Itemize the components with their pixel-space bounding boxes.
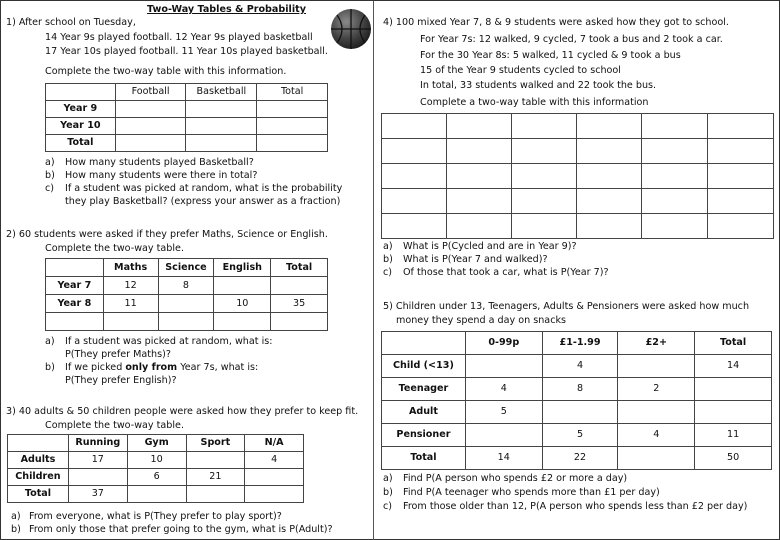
question-text: Of those that took a car, what is P(Year 7)? [403, 267, 609, 278]
q2-questions [45, 336, 272, 388]
table-row [382, 139, 774, 164]
question-item [11, 524, 333, 537]
table-cell[interactable] [618, 401, 695, 424]
row-header: Total [382, 447, 466, 470]
table-cell[interactable]: 4 [618, 424, 695, 447]
question-emphasis: only from [125, 362, 178, 373]
table-cell[interactable] [257, 118, 328, 135]
table-cell[interactable] [708, 114, 774, 139]
table-cell[interactable]: 10 [127, 452, 186, 469]
question-text: From everyone, what is P(They prefer to play sport)? [29, 511, 282, 522]
q2-table [45, 258, 328, 331]
table-cell[interactable]: 8 [542, 378, 618, 401]
row-header: Children [8, 469, 69, 486]
table-header-cell: English [214, 259, 271, 277]
table-cell[interactable] [577, 114, 642, 139]
table-cell[interactable] [158, 295, 214, 313]
q3-questions [11, 511, 333, 537]
table-cell[interactable] [511, 114, 577, 139]
table-cell[interactable] [446, 139, 511, 164]
question-text: If we picked [65, 362, 126, 373]
q1-table [45, 83, 328, 152]
table-header-cell [46, 259, 104, 277]
table-header-cell: Gym [127, 435, 186, 452]
q3-intro: 3) 40 adults & 50 children people were asked how they prefer to keep fit. [6, 406, 359, 417]
table-cell[interactable] [186, 452, 245, 469]
q3-instruction: Complete the two-way table. [45, 420, 184, 431]
table-cell[interactable] [642, 139, 708, 164]
table-cell[interactable]: 22 [542, 447, 618, 470]
table-cell[interactable] [446, 164, 511, 189]
table-cell[interactable] [642, 189, 708, 214]
q4-instruction: Complete a two-way table with this information [420, 97, 649, 108]
q2-intro: 2) 60 students were asked if they prefer Maths, Science or English. [6, 229, 328, 240]
q5-table [381, 331, 772, 470]
q1-line: 14 Year 9s played football. 12 Year 9s played basketball [45, 32, 313, 43]
question-text: P(They prefer Maths)? [65, 349, 171, 360]
table-cell[interactable] [577, 214, 642, 239]
question-label: b) [45, 362, 55, 373]
question-text: What is P(Year 7 and walked)? [403, 254, 548, 265]
table-header-cell [8, 435, 69, 452]
table-row [382, 401, 772, 424]
row-header: Adult [382, 401, 466, 424]
table-header-cell: Basketball [186, 84, 257, 101]
table-cell[interactable] [465, 355, 542, 378]
table-row [8, 469, 304, 486]
table-cell[interactable] [271, 277, 328, 295]
table-cell[interactable] [257, 101, 328, 118]
table-header-cell: 0-99p [465, 332, 542, 355]
q4-intro: 4) 100 mixed Year 7, 8 & 9 students were asked how they got to school. [383, 17, 729, 28]
table-header-cell: Total [257, 84, 328, 101]
table-row [46, 101, 328, 118]
question-text: Year 7s, what is: [177, 362, 259, 373]
table-row [382, 355, 772, 378]
table-header-cell: Football [115, 84, 186, 101]
question-item [11, 511, 333, 524]
table-cell[interactable] [577, 139, 642, 164]
table-row [8, 486, 304, 503]
question-text: If a student was picked at random, what is the probability [65, 183, 343, 194]
q1-line: 17 Year 10s played football. 11 Year 10s played basketball. [45, 46, 328, 57]
table-cell[interactable]: 14 [695, 355, 772, 378]
table-cell[interactable] [186, 101, 257, 118]
question-label: b) [383, 487, 393, 498]
question-item [383, 254, 609, 267]
table-cell[interactable] [511, 164, 577, 189]
q1-questions [45, 157, 342, 209]
table-cell[interactable]: 8 [158, 277, 214, 295]
question-label: a) [45, 336, 55, 347]
table-cell[interactable] [708, 139, 774, 164]
table-cell[interactable]: 6 [127, 469, 186, 486]
question-text: If a student was picked at random, what is: [65, 336, 273, 347]
table-row [382, 164, 774, 189]
table-cell[interactable] [695, 401, 772, 424]
table-cell[interactable]: 12 [103, 277, 158, 295]
table-cell[interactable]: 4 [465, 378, 542, 401]
q4-questions [383, 241, 609, 280]
row-header: Child (<13) [382, 355, 466, 378]
q5-intro-continued: money they spend a day on snacks [396, 315, 567, 326]
table-cell[interactable] [158, 313, 214, 331]
table-cell[interactable] [708, 164, 774, 189]
table-cell[interactable]: 11 [103, 295, 158, 313]
table-header-cell: Total [695, 332, 772, 355]
row-header: Year 10 [46, 118, 116, 135]
table-cell[interactable] [511, 189, 577, 214]
column-divider [373, 1, 374, 540]
question-label: a) [11, 511, 21, 522]
table-row [46, 313, 328, 331]
table-cell[interactable] [382, 114, 447, 139]
table-row [46, 277, 328, 295]
table-row [382, 214, 774, 239]
table-cell[interactable]: 2 [618, 378, 695, 401]
table-cell[interactable]: 4 [245, 452, 304, 469]
table-header-cell: Science [158, 259, 214, 277]
question-item [45, 336, 272, 349]
table-cell[interactable]: 21 [186, 469, 245, 486]
q4-line: 15 of the Year 9 students cycled to school [420, 65, 621, 76]
table-cell[interactable]: 50 [695, 447, 772, 470]
table-cell[interactable] [695, 378, 772, 401]
table-cell[interactable] [245, 486, 304, 503]
question-label: a) [45, 157, 55, 168]
table-cell[interactable] [214, 313, 271, 331]
q4-line: For the 30 Year 8s: 5 walked, 11 cycled & 9 took a bus [420, 50, 681, 61]
table-cell[interactable] [68, 469, 127, 486]
table-header-cell [382, 332, 466, 355]
table-cell[interactable] [618, 355, 695, 378]
question-item [383, 241, 609, 254]
q1-intro: 1) After school on Tuesday, [6, 17, 136, 28]
question-item [45, 183, 342, 196]
question-item [45, 362, 272, 375]
table-cell[interactable] [465, 424, 542, 447]
table-cell[interactable] [708, 189, 774, 214]
table-cell[interactable] [186, 135, 257, 152]
question-label: a) [383, 473, 393, 484]
question-text: they play Basketball? (express your answer as a fraction) [65, 196, 341, 207]
question-item [45, 170, 342, 183]
question-text: Find P(A person who spends £2 or more a day) [403, 473, 628, 484]
table-cell[interactable] [642, 214, 708, 239]
row-header: Year 7 [46, 277, 104, 295]
question-text: Find P(A teenager who spends more than £1 per day) [403, 487, 660, 498]
row-header: Total [46, 135, 116, 152]
table-cell[interactable] [382, 164, 447, 189]
q4-blank-table [381, 113, 774, 239]
question-item-continued [45, 349, 272, 362]
basketball-icon [329, 7, 373, 51]
question-item-continued [45, 375, 272, 388]
table-cell[interactable] [214, 277, 271, 295]
table-cell[interactable]: 10 [214, 295, 271, 313]
question-label: c) [383, 267, 393, 278]
table-cell[interactable] [382, 139, 447, 164]
table-cell[interactable] [446, 114, 511, 139]
question-item [383, 501, 747, 515]
table-header-cell: Running [68, 435, 127, 452]
table-cell[interactable] [577, 189, 642, 214]
question-text: From only those that prefer going to the gym, what is P(Adult)? [29, 524, 333, 535]
q4-line: In total, 33 students walked and 22 took the bus. [420, 80, 657, 91]
question-label: b) [11, 524, 21, 535]
table-header-cell: Sport [186, 435, 245, 452]
table-row [382, 114, 774, 139]
table-cell[interactable] [642, 114, 708, 139]
row-header: Adults [8, 452, 69, 469]
row-header: Year 8 [46, 295, 104, 313]
table-cell[interactable] [186, 118, 257, 135]
question-text: P(They prefer English)? [65, 375, 177, 386]
table-cell[interactable] [127, 486, 186, 503]
table-header-cell: £2+ [618, 332, 695, 355]
table-row [46, 135, 328, 152]
table-cell[interactable] [115, 101, 186, 118]
question-label: a) [383, 241, 393, 252]
q4-line: For Year 7s: 12 walked, 9 cycled, 7 took a bus and 2 took a car. [420, 34, 723, 45]
table-row [382, 424, 772, 447]
table-header-cell: N/A [245, 435, 304, 452]
table-cell[interactable] [115, 135, 186, 152]
question-text: From those older than 12, P(A person who spends less than £2 per day) [403, 501, 748, 512]
table-row [8, 452, 304, 469]
table-row [382, 447, 772, 470]
table-cell[interactable] [271, 313, 328, 331]
question-item-continued [45, 196, 342, 209]
question-item [383, 267, 609, 280]
q1-instruction: Complete the two-way table with this information. [45, 66, 287, 77]
table-header-cell [46, 84, 116, 101]
table-cell[interactable] [446, 189, 511, 214]
table-row [46, 118, 328, 135]
table-cell[interactable]: 11 [695, 424, 772, 447]
question-label: c) [383, 501, 393, 512]
table-row [382, 189, 774, 214]
table-cell[interactable] [511, 139, 577, 164]
table-cell[interactable] [446, 214, 511, 239]
table-cell[interactable] [382, 189, 447, 214]
q3-table [7, 434, 304, 503]
question-item [383, 487, 747, 501]
question-text: How many students played Basketball? [65, 157, 254, 168]
table-cell[interactable] [642, 164, 708, 189]
table-cell[interactable] [708, 214, 774, 239]
table-cell[interactable] [618, 447, 695, 470]
row-header: Teenager [382, 378, 466, 401]
table-cell[interactable] [542, 401, 618, 424]
table-cell[interactable] [115, 118, 186, 135]
table-cell[interactable]: 4 [542, 355, 618, 378]
q5-questions [383, 473, 747, 515]
table-cell[interactable]: 35 [271, 295, 328, 313]
question-text: What is P(Cycled and are in Year 9)? [403, 241, 577, 252]
table-cell[interactable]: 14 [465, 447, 542, 470]
table-cell[interactable] [245, 469, 304, 486]
table-cell[interactable]: 5 [542, 424, 618, 447]
question-text: How many students were there in total? [65, 170, 258, 181]
table-cell[interactable]: 17 [68, 452, 127, 469]
question-item [383, 473, 747, 487]
table-header-cell: Maths [103, 259, 158, 277]
table-cell[interactable] [186, 486, 245, 503]
table-cell[interactable] [382, 214, 447, 239]
table-header-cell: £1-1.99 [542, 332, 618, 355]
q2-instruction: Complete the two-way table. [45, 243, 184, 254]
table-cell[interactable] [577, 164, 642, 189]
q5-intro: 5) Children under 13, Teenagers, Adults & Pensioners were asked how much [383, 301, 750, 312]
question-label: c) [45, 183, 55, 194]
table-cell[interactable] [511, 214, 577, 239]
page-title: Two-Way Tables & Probability [147, 4, 306, 15]
row-header: Pensioner [382, 424, 466, 447]
row-header [46, 313, 104, 331]
row-header: Total [8, 486, 69, 503]
row-header: Year 9 [46, 101, 116, 118]
table-row [46, 295, 328, 313]
question-label: b) [45, 170, 55, 181]
table-cell[interactable] [103, 313, 158, 331]
table-cell[interactable] [257, 135, 328, 152]
question-label: b) [383, 254, 393, 265]
table-cell[interactable]: 37 [68, 486, 127, 503]
table-cell[interactable]: 5 [465, 401, 542, 424]
table-row [382, 378, 772, 401]
table-header-cell: Total [271, 259, 328, 277]
question-item [45, 157, 342, 170]
